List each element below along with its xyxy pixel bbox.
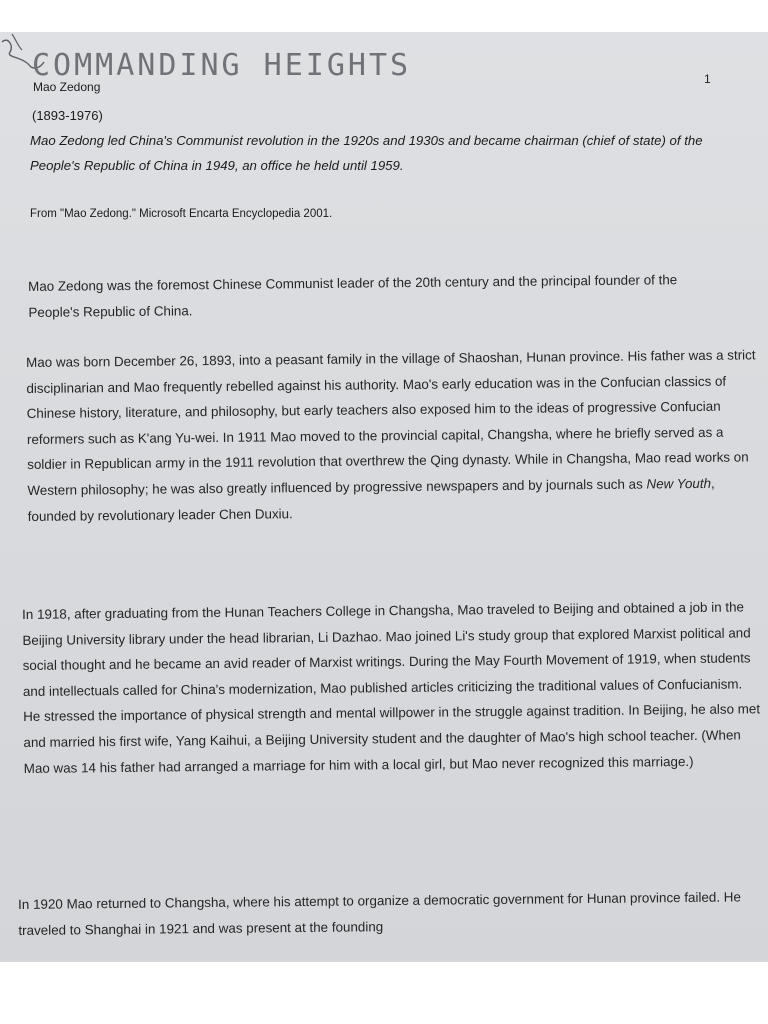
journal-title: New Youth	[646, 475, 712, 492]
document-header-title: COMMANDING HEIGHTS	[32, 48, 412, 83]
source-citation: From "Mao Zedong." Microsoft Encarta Encyclopedia 2001.	[30, 208, 333, 220]
body-paragraph: In 1918, after graduating from the Hunan Teachers College in Changsha, Mao traveled to Beijing and obtained a job in the Beijing University library under the head librarian, Li Dazhao. Mao joined Li's study group that explored Marxist political and social thought and he became an avid reader of Marxist writings. During the May Fourth Movement of 1919, when students and intellectuals called for China's modernization, Mao published articles criticizing the traditional values of Confucianism. He stressed the importance of physical strength and mental willpower in the struggle against tradition. In Beijing, he also met and married his first wife, Yang Kaihui, a Beijing University student and the daughter of Mao's high school teacher. (When Mao was 14 his father had arranged a marriage for him with a local girl, but Mao never recognized this marriage.)	[22, 599, 761, 776]
paragraph-text: , founded by revolutionary leader Chen Duxiu.	[27, 475, 715, 524]
page-number: 1	[704, 72, 711, 86]
body-paragraph: Mao Zedong was the foremost Chinese Communist leader of the 20th century and the principal founder of the People's Republic of China.	[28, 272, 678, 320]
body-paragraph	[26, 342, 758, 529]
body-paragraph: In 1920 Mao returned to Changsha, where his attempt to organize a democratic government for Hunan province failed. He traveled to Shanghai in 1921 and was present at the founding	[18, 889, 741, 938]
document-page	[0, 32, 768, 962]
summary-text: Mao Zedong led China's Communist revolution in the 1920s and 1930s and became chairman (chief of state) of the People's Republic of China in 1949, an office he held until 1959.	[30, 133, 703, 173]
subject-name: Mao Zedong	[33, 80, 101, 94]
paragraph-text: Mao was born December 26, 1893, into a peasant family in the village of Shaoshan, Hunan province. His father was a strict disciplinarian and Mao frequently rebelled against his authority. Mao's early education was in the Confucian classics of Chinese history, literature, and philosophy, but early teachers also exposed him to the ideas of progressive Confucian reformers such as K'ang Yu-wei. In 1911 Mao moved to the provincial capital, Changsha, where he briefly served as a soldier in Republican army in the 1911 revolution that overthrew the Qing dynasty. While in Changsha, Mao read works on Western philosophy; he was also greatly influenced by progressive newspapers and by journals such as	[26, 347, 756, 498]
background-top	[0, 0, 768, 32]
subject-dates: (1893-1976)	[32, 108, 103, 123]
background-bottom	[0, 962, 768, 1024]
